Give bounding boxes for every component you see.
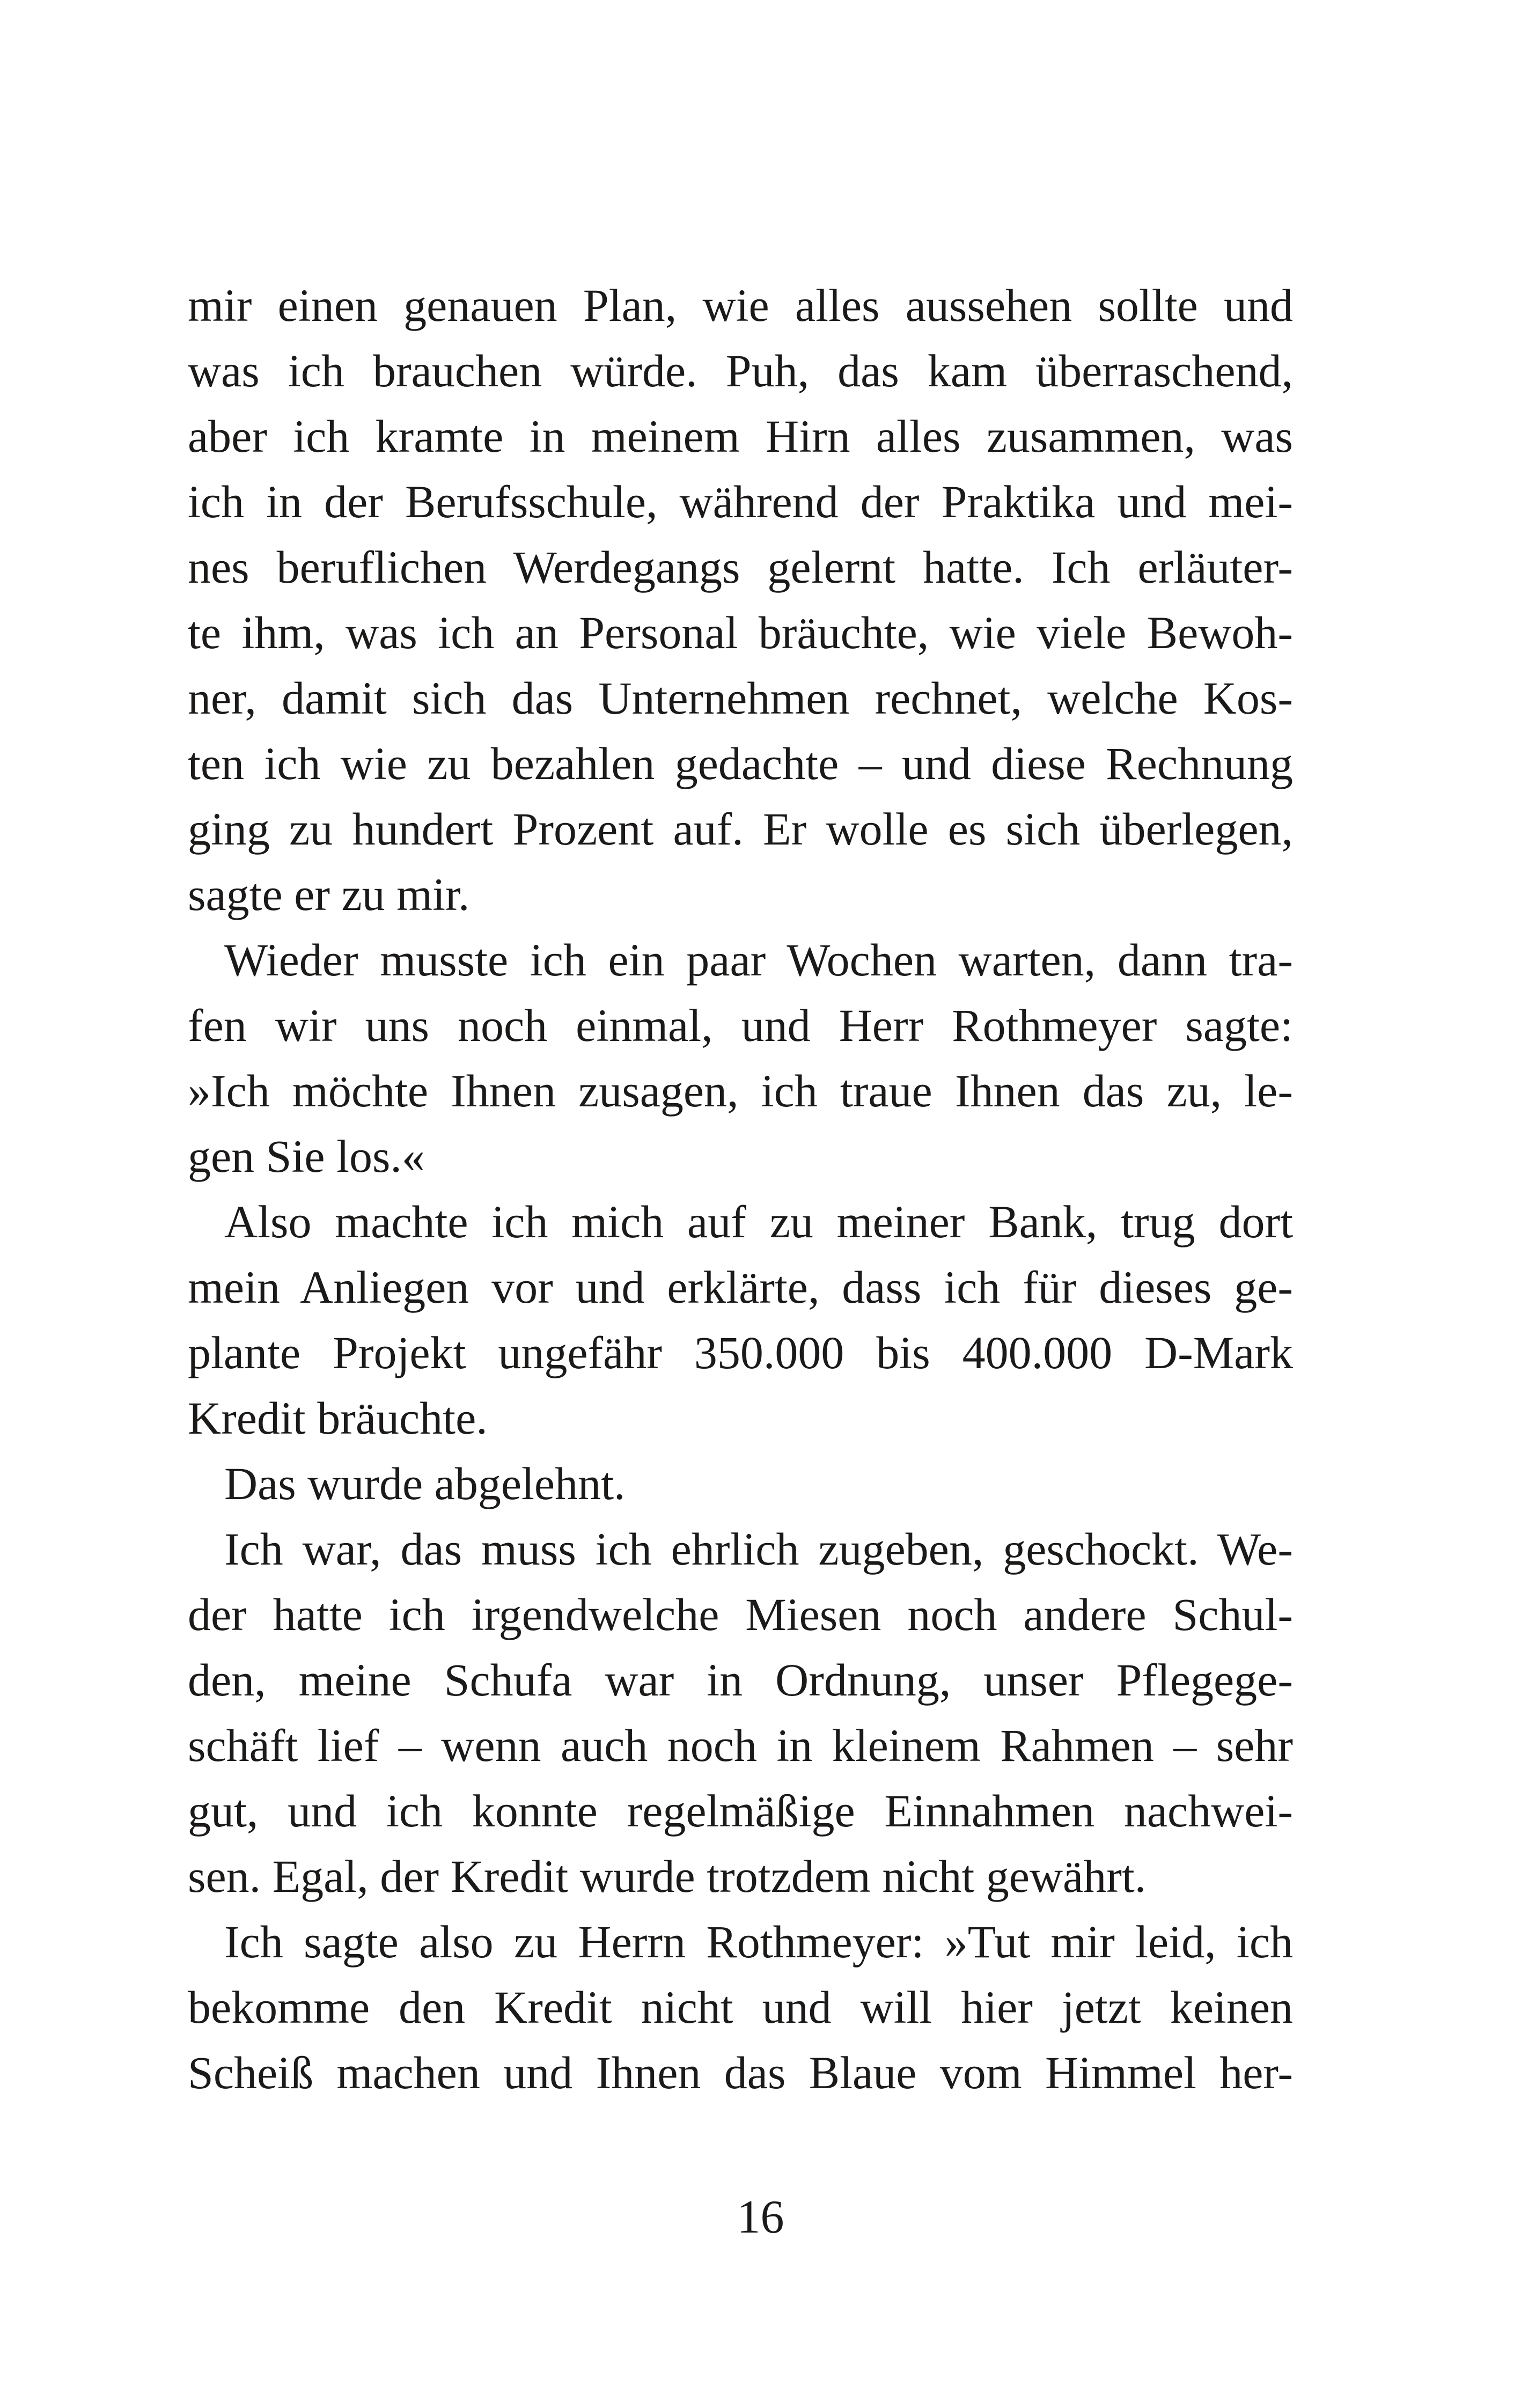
text-line: ging zu hundert Prozent auf. Er wolle es sich überlegen, [188, 803, 1293, 855]
text-line: den, meine Schufa war in Ordnung, unser Pflegege- [188, 1654, 1293, 1706]
text-line: fen wir uns noch einmal, und Herr Rothmeyer sagte: [188, 1000, 1293, 1051]
paragraph-end-line: sen. Egal, der Kredit wurde trotzdem nicht gewährt. [188, 1851, 1147, 1902]
text-line: ich in der Berufsschule, während der Praktika und mei- [188, 476, 1293, 527]
text-line: plante Projekt ungefähr 350.000 bis 400.000 D-Mark [188, 1327, 1293, 1378]
paragraph-start-line: Ich sagte also zu Herrn Rothmeyer: »Tut mir leid, ich [224, 1916, 1293, 1967]
text-line: »Ich möchte Ihnen zusagen, ich traue Ihnen das zu, le- [188, 1065, 1293, 1117]
text-line: was ich brauchen würde. Puh, das kam überraschend, [188, 345, 1293, 397]
page-number: 16 [737, 2191, 784, 2243]
paragraph-start-line: Also machte ich mich auf zu meiner Bank, trug dort [224, 1196, 1293, 1247]
paragraph-start-line: Wieder musste ich ein paar Wochen warten, dann tra- [224, 934, 1293, 986]
text-line: nes beruflichen Werdegangs gelernt hatte. Ich erläuter- [188, 541, 1293, 593]
text-line: ner, damit sich das Unternehmen rechnet, welche Kos- [188, 672, 1293, 724]
text-line: der hatte ich irgendwelche Miesen noch andere Schul- [188, 1589, 1293, 1640]
paragraph-end-line: Kredit bräuchte. [188, 1392, 488, 1444]
text-line: mein Anliegen vor und erklärte, dass ich für dieses ge- [188, 1261, 1293, 1313]
text-line: gut, und ich konnte regelmäßige Einnahmen nachwei- [188, 1785, 1293, 1837]
text-line: bekomme den Kredit nicht und will hier jetzt keinen [188, 1981, 1293, 2033]
text-line: mir einen genauen Plan, wie alles aussehen sollte und [188, 280, 1293, 331]
paragraph-end-line: gen Sie los.« [188, 1130, 425, 1182]
text-line: te ihm, was ich an Personal bräuchte, wie viele Bewoh- [188, 607, 1293, 658]
text-line: Scheiß machen und Ihnen das Blaue vom Himmel her- [188, 2047, 1293, 2098]
body-text [188, 273, 1293, 2105]
paragraph-single-line: Das wurde abgelehnt. [224, 1458, 626, 1509]
text-line: ten ich wie zu bezahlen gedachte – und diese Rechnung [188, 738, 1293, 789]
paragraph-start-line: Ich war, das muss ich ehrlich zugeben, geschockt. We- [224, 1523, 1293, 1575]
text-line: aber ich kramte in meinem Hirn alles zusammen, was [188, 410, 1293, 462]
text-line: schäft lief – wenn auch noch in kleinem Rahmen – sehr [188, 1720, 1293, 1771]
paragraph-end-line: sagte er zu mir. [188, 869, 470, 920]
